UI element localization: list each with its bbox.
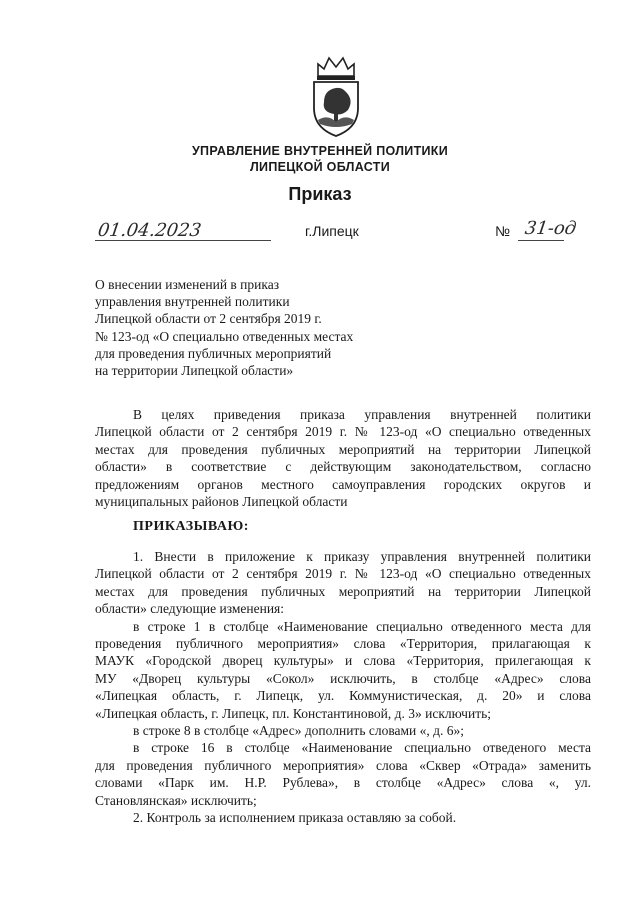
organization-name-line2: ЛИПЕЦКОЙ ОБЛАСТИ [249, 160, 391, 174]
number-underline [518, 240, 564, 241]
subject-line: № 123-од «О специально отведенных местах [95, 328, 354, 344]
item-line: Становлянская» исключить; [95, 792, 257, 808]
item-line: в строке 1 в столбце «Наименование специально отведенного места для [133, 618, 591, 634]
item-line: в строке 16 в столбце «Наименование специально отведеного места [133, 740, 591, 756]
subject-line: на территории Липецкой области» [95, 363, 294, 379]
preamble-line: муниципальных районов Липецкой области [95, 494, 348, 510]
item-line: «Липецкая область, г. Липецк, ул. Коммунистическая, д. 20» и слова [95, 688, 591, 704]
preamble-line: местах для проведения публичных мероприятий на территории Липецкой [95, 441, 591, 457]
document-title: Приказ [288, 184, 352, 204]
number-label: № [495, 223, 511, 239]
subject-line: Липецкой области от 2 сентября 2019 г. [95, 311, 322, 327]
lipetsk-coat-of-arms-icon [304, 54, 368, 140]
preamble-line: области» в соответствие с действующим законодательством, согласно [95, 459, 591, 475]
item-line: 1. Внести в приложение к приказу управления внутренней политики [133, 549, 591, 564]
preamble-paragraph [95, 406, 591, 510]
item-line: МАУК «Городской дворец культуры» и слова «Территория, прилегающая к [95, 653, 591, 669]
handwritten-number: 31-од [523, 218, 578, 239]
order-items [95, 548, 591, 827]
preamble-line: предложениям органов местного самоуправления городских округов и [95, 476, 591, 492]
subject-line: управления внутренней политики [95, 294, 290, 310]
preamble-line: В целях приведения приказа управления внутренней политики [133, 407, 591, 422]
item-line: местах для проведения публичных мероприятий на территории Липецкой [95, 583, 591, 599]
order-heading: ПРИКАЗЫВАЮ: [133, 519, 249, 534]
preamble-line: Липецкой области от 2 сентября 2019 г. № 123-од «О специально отведенных [95, 424, 591, 440]
city-label: г.Липецк [305, 223, 359, 239]
item-line: проведения публичного мероприятия» слова «Территория, прилагающая к [95, 636, 591, 652]
item-line: «Липецкая область, г. Липецк, пл. Константиновой, д. 3» исключить; [95, 705, 492, 721]
item-line: в строке 8 в столбце «Адрес» дополнить словами «, д. 6»; [133, 723, 465, 739]
date-underline [95, 240, 271, 241]
organization-name-line1: УПРАВЛЕНИЕ ВНУТРЕННЕЙ ПОЛИТИКИ [191, 144, 449, 158]
item-line: словами «Парк им. Н.Р. Рублева», в столбце «Адрес» слова «, ул. [95, 775, 591, 791]
item-line: 2. Контроль за исполнением приказа оставляю за собой. [133, 810, 457, 826]
item-line: МУ «Дворец культуры «Сокол» исключить, в столбце «Адрес» слова [95, 670, 591, 686]
document-subject [95, 276, 395, 379]
item-line: области» следующие изменения: [95, 601, 285, 617]
handwritten-date: 01.04.2023 [96, 220, 203, 241]
item-line: Липецкой области от 2 сентября 2019 г. № 123-од «О специально отведенных [95, 566, 591, 582]
subject-line: для проведения публичных мероприятий [95, 345, 332, 361]
subject-line: О внесении изменений в приказ [95, 277, 280, 292]
item-line: для проведения публичного мероприятия» слова «Сквер «Отрада» заменить [95, 757, 591, 773]
